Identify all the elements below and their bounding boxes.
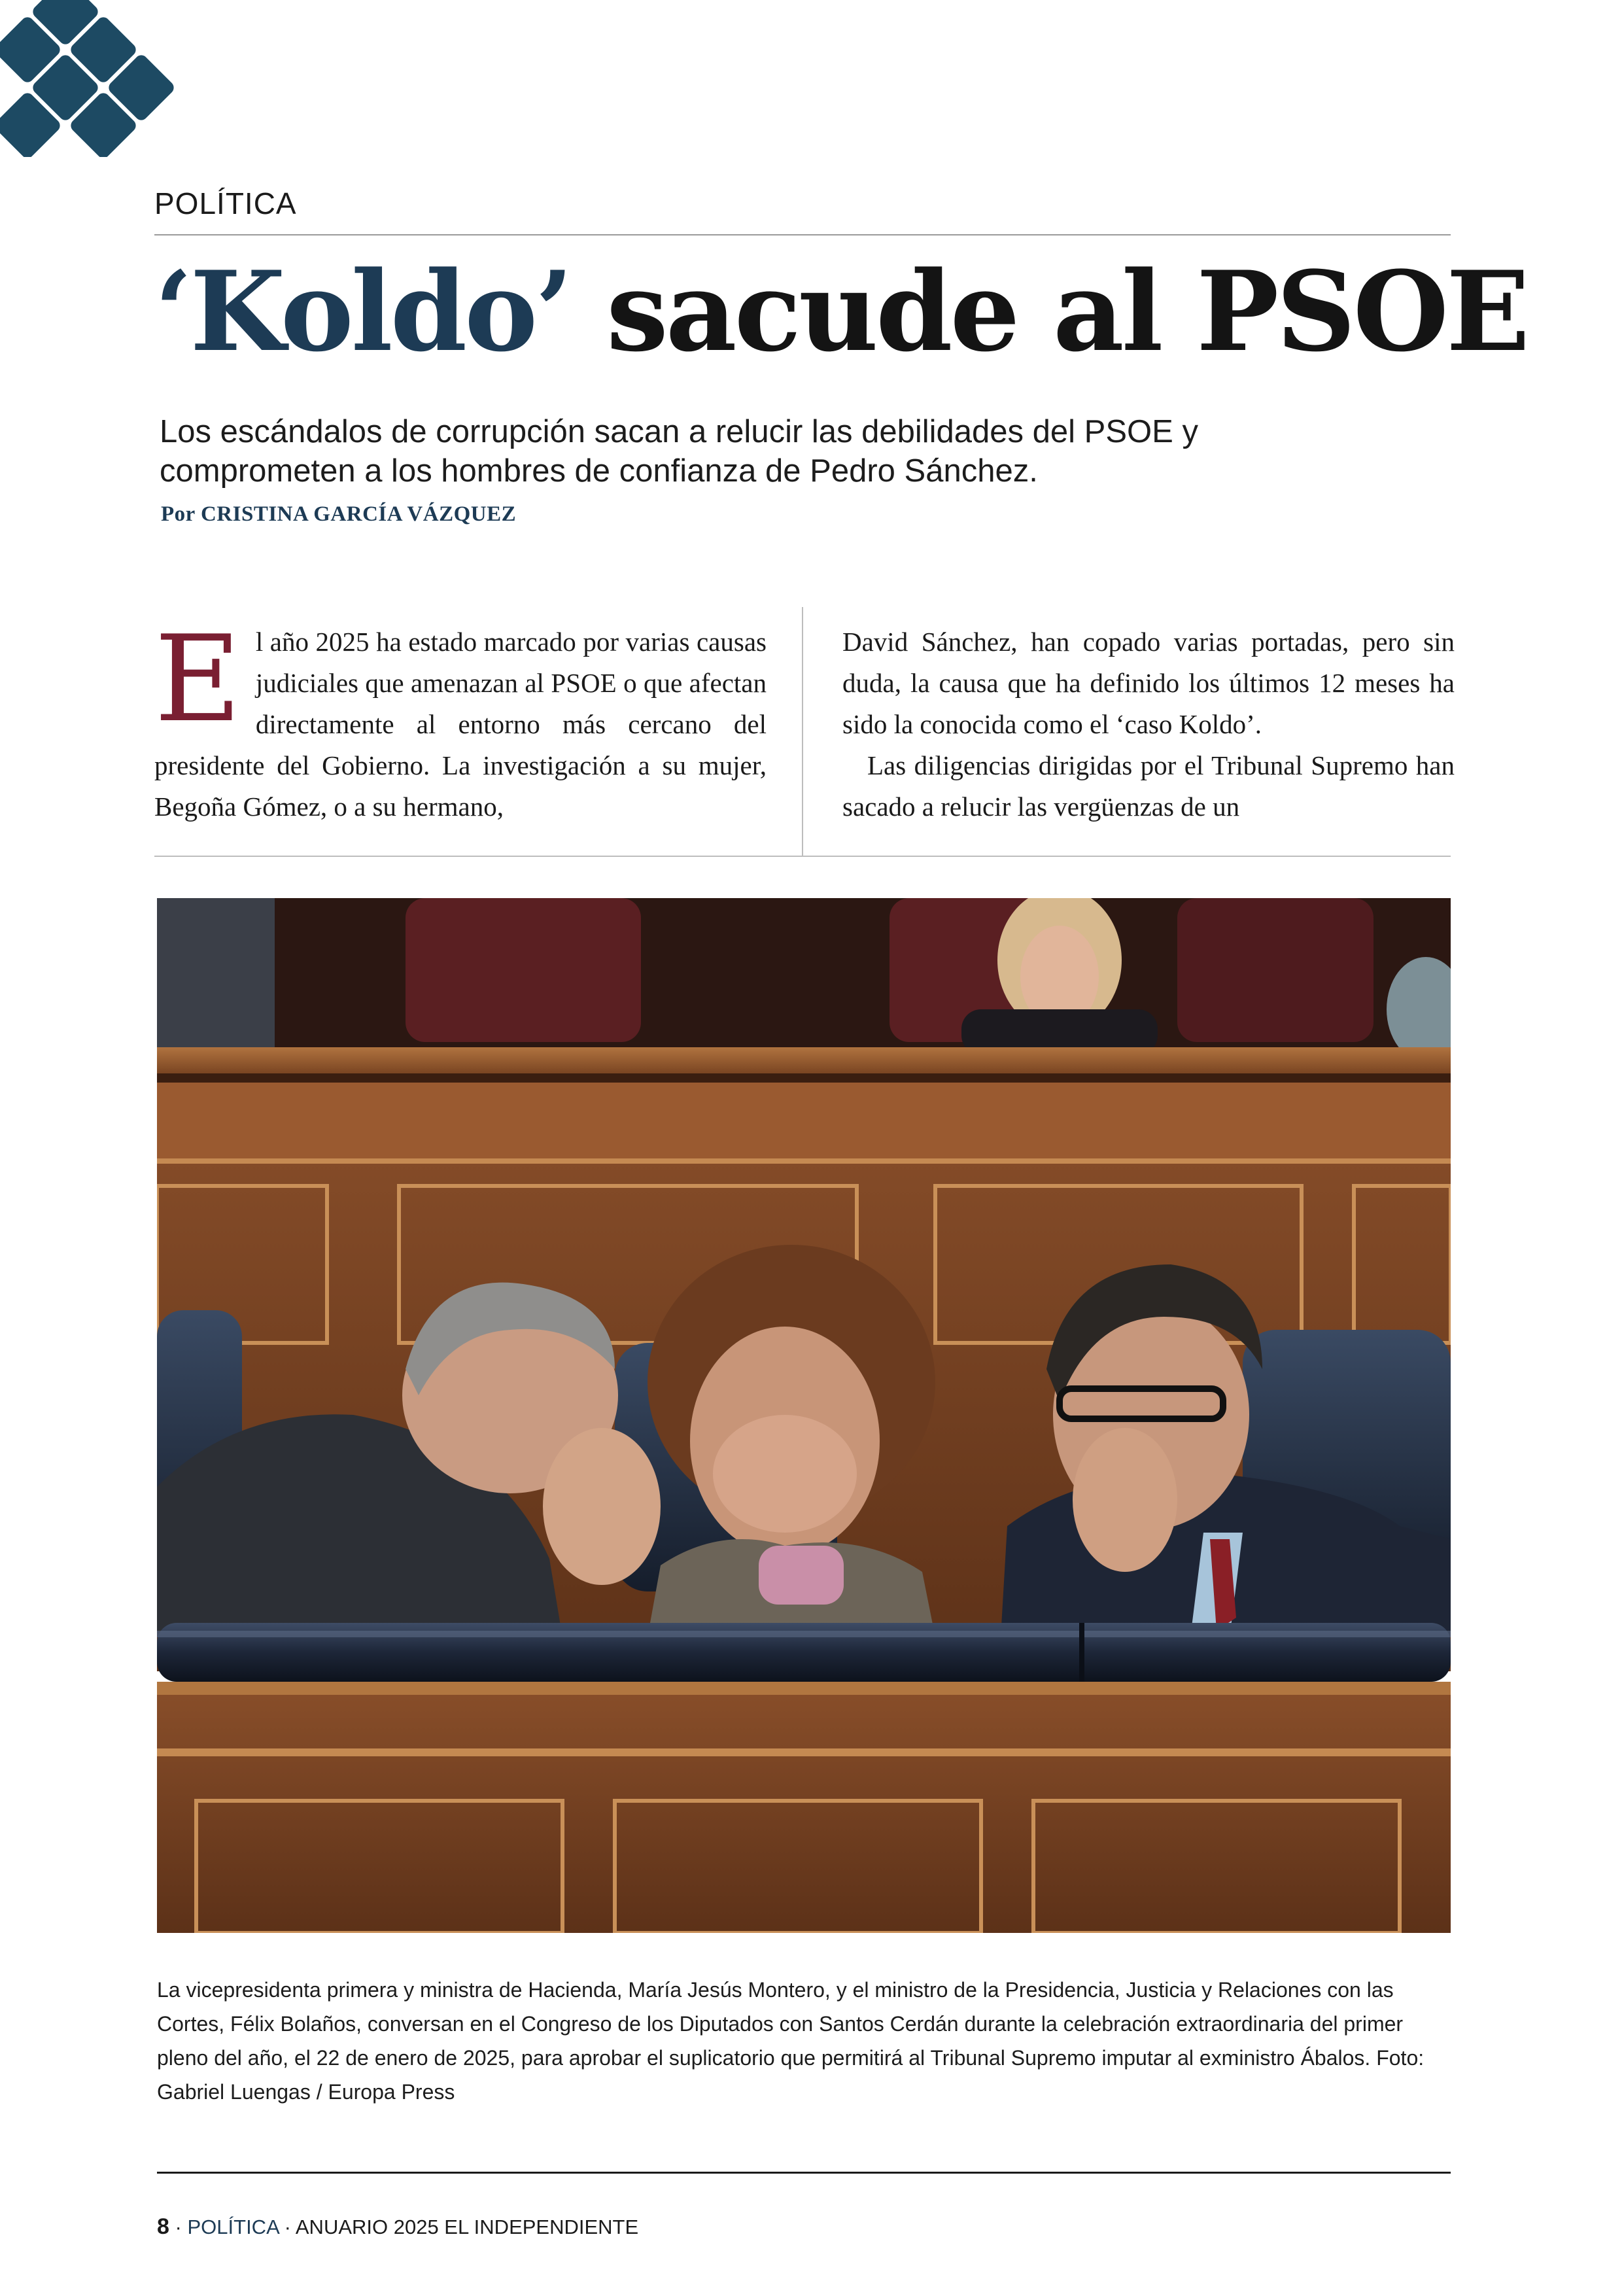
body-paragraph: David Sánchez, han copado varias portadas, pero sin duda, la causa que ha definido los últimos 12 meses ha sido la conocida como el ‘caso Koldo’. (842, 627, 1455, 739)
photo-caption: La vicepresidenta primera y ministra de Hacienda, María Jesús Montero, y el ministro de la Presidencia, Justicia y Relaciones con las Cortes, Félix Bolaños, conversan en el Congreso de los Diputados con Santos Cerdán durante la celebración extraordinaria del primer pleno del año, el 22 de enero de 2025, para aprobar el suplicatorio que permitirá al Tribunal Supremo imputar al exministro Ábalos. Foto: Gabriel Luengas / Europa Press (157, 1978, 1425, 2104)
body-text-col1: l año 2025 ha estado marcado por varias causas judiciales que amenazan al PSOE o que afectan directamente al entorno más cercano del presidente del Gobierno. La investigación a su mujer, Begoña Gómez, o a su hermano, (154, 627, 767, 822)
body-paragraph: Las diligencias dirigidas por el Tribunal Supremo han sacado a relucir las vergüenzas de un (842, 750, 1455, 822)
section-label: POLÍTICA (154, 186, 297, 220)
article-photo (157, 898, 1451, 1933)
drop-cap: E (154, 610, 241, 748)
headline-rest: sacude al PSOE (606, 247, 1528, 376)
article-dek: Los escándalos de corrupción sacan a relucir las debilidades del PSOE y comprometen a los hombres de confianza de Pedro Sánchez. (160, 414, 1198, 489)
footer-rule (157, 2172, 1451, 2174)
body-column-1 (154, 610, 767, 827)
page-footer (157, 2214, 638, 2240)
page-number: 8 (157, 2214, 169, 2239)
headline-accent: ‘Koldo’ (154, 247, 571, 376)
footer-separator: · (169, 2216, 188, 2238)
footer-section: POLÍTICA (187, 2216, 279, 2238)
body-divider (154, 856, 1451, 857)
footer-separator: · (279, 2216, 296, 2238)
publication-logo (0, 0, 196, 157)
section-divider (154, 234, 1451, 235)
headline (154, 247, 1528, 376)
column-divider (802, 607, 803, 856)
footer-publication: ANUARIO 2025 EL INDEPENDIENTE (295, 2216, 639, 2238)
body-column-2 (842, 621, 1455, 827)
byline: Por CRISTINA GARCÍA VÁZQUEZ (161, 502, 517, 526)
